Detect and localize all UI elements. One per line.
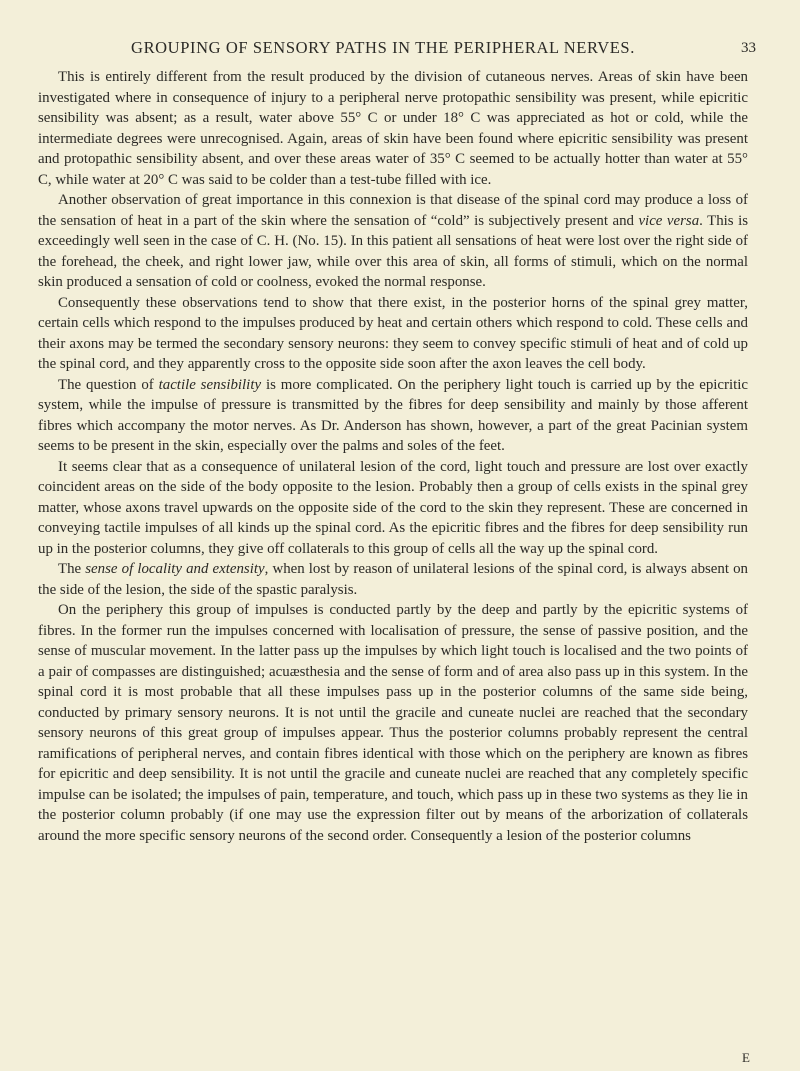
italic-text: sense of locality and extensity	[85, 561, 265, 577]
signature-mark: E	[742, 1050, 750, 1065]
text-run: This is entirely different from the result produced by the division of cutaneous nerves. Areas of skin have been investigated where in consequence of injury to a peripheral nerve protopathic sensibility was present, while epicritic sensibility was absent; as a result, water above 55° C or under 18° C was appreciated as hot or cold, while the intermediate degrees were unrecognised. Again, areas of skin have been found where epicritic sensibility was present and protopathic sensibility absent, and over these areas water of 35° C seemed to be actually hotter than water at 55° C, while water at 20° C was said to be colder than a test-tube filled with ice.	[38, 69, 748, 188]
paragraph	[38, 375, 748, 457]
text-run: The	[58, 561, 86, 577]
text-run: Consequently these observations tend to show that there exist, in the posterior horns of the spinal grey matter, certain cells which respond to the impulses produced by heat and certain others which respond to cold. These cells and their axons may be termed the secondary sensory neurons: they seem to convey specific stimuli of heat and of cold up the spinal cord, and they apparently cross to the opposite side soon after the axon leaves the cell body.	[38, 294, 748, 372]
text-run: On the periphery this group of impulses is conducted partly by the deep and partly by the epicritic systems of fibres. In the former run the impulses concerned with localisation of pressure, the sense of passive position, and the sense of muscular movement. In the latter pass up the impulses by which light touch is localised and the two points of a pair of compasses are distinguished; acuæsthesia and the sense of form and of area also pass up in this system. In the spinal cord it is most probable that all these impulses pass up in the posterior columns of the same side being, conducted by primary sensory neurons. It is not until the gracile and cuneate nuclei are reached that the secondary sensory neurons of this great group of impulses appear. Thus the posterior columns probably represent the central ramifications of peripheral nerves, and contain fibres identical with those which on the periphery are known as fibres for epicritic and deep sensibility. It is not until the gracile and cuneate nuclei are reached that any completely specific impulse can be isolated; the impulses of pain, temperature, and touch, which pass up in these two systems as they lie in the posterior column probably (if one may use the expression filter out by means of the arborization of collaterals around the more specific sensory neurons of the second order. Consequently a lesion of the posterior columns	[38, 602, 748, 844]
text-run: It seems clear that as a consequence of unilateral lesion of the cord, light touch and pressure are lost over exactly coincident areas on the side of the body opposite to the lesion. Probably then a group of cells exists in the spinal grey matter, whose axons travel upwards on the opposite side of the cord to the skin they represent. These are concerned in conveying tactile impulses of all kinds up the spinal cord. As the epicritic fibres and the fibres for deep sensibility run up in the posterior columns, they give off collaterals to this group of cells all the way up the spinal cord.	[38, 458, 748, 557]
italic-text: tactile sensibility	[158, 376, 262, 393]
paragraph	[38, 293, 748, 375]
body-text	[38, 67, 748, 846]
paragraph	[38, 600, 748, 846]
text-run: , when lost by reason of unilateral lesions of the spinal cord, is always absent on the side of the lesion, the side of the spastic paralysis.	[38, 561, 748, 598]
text-run: The question of	[58, 376, 159, 393]
header-title: GROUPING OF SENSORY PATHS IN THE PERIPHERAL NERVES.	[131, 38, 635, 57]
text-run: is more complicated. On the periphery light touch is carried up by the epicritic system, while the impulse of pressure is transmitted by the fibres for deep sensibility and mainly by those afferent fibres which accompany the motor nerves. As Dr. Anderson has shown, however, a part of the great Pacinian system seems to be present in the skin, especially over the palms and soles of the feet.	[38, 376, 748, 454]
page-number: 33	[741, 40, 756, 56]
paragraph	[38, 190, 748, 293]
paragraph	[38, 457, 748, 560]
italic-text: vice versa	[638, 212, 700, 229]
paragraph	[38, 67, 748, 190]
running-header	[38, 38, 756, 60]
text-run: . This is exceedingly well seen in the case of C. H. (No. 15). In this patient all sensations of heat were lost over the right side of the forehead, the cheek, and right lower jaw, while over this area of skin, all forms of stimuli, which on the normal skin produced a sensation of cold or coolness, evoked the normal response.	[38, 212, 749, 290]
paragraph	[38, 559, 748, 600]
text-run: Another observation of great importance in this connexion is that disease of the spinal cord may produce a loss of the sensation of heat in a part of the skin where the sensation of “cold” is subjectively present and	[38, 192, 748, 229]
